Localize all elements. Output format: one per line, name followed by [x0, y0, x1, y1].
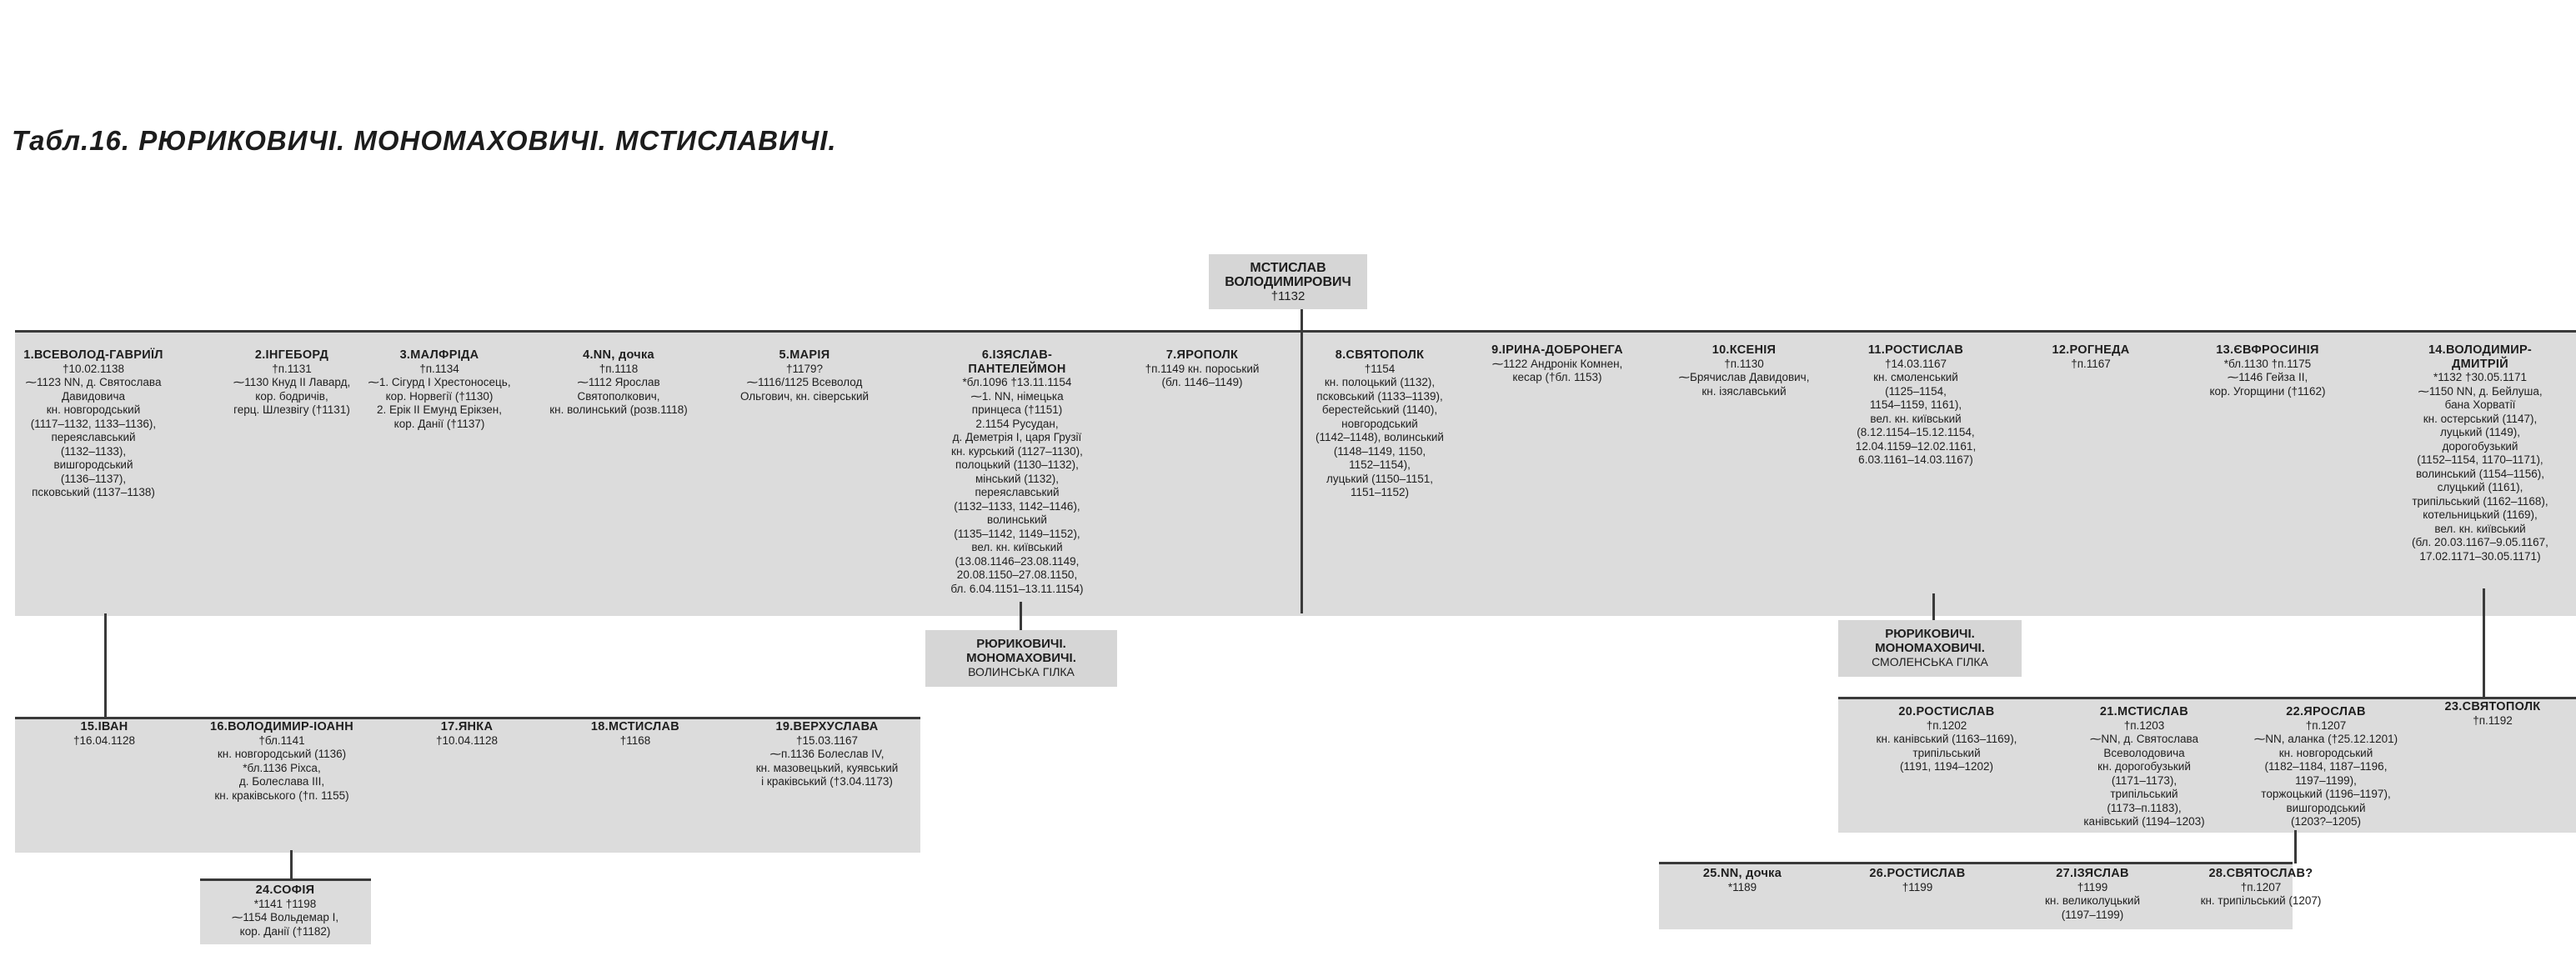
root-date: †1132: [1270, 289, 1306, 303]
person-detail: (1132–1133, 1142–1146),: [954, 499, 1080, 513]
person-entry: [1703, 867, 1782, 894]
person-detail: 6.03.1161–14.03.1167): [1858, 453, 1973, 466]
person-name: 22.ЯРОСЛАВ: [2286, 705, 2366, 718]
person-detail: кн. новгородський: [2278, 746, 2373, 759]
person-detail: вишгородський: [53, 458, 133, 471]
person-detail: кн. курський (1127–1130),: [951, 444, 1083, 458]
person-entry: [2201, 867, 2322, 908]
person-name: 5.МАРІЯ: [779, 348, 830, 362]
right-gen2-connector: [2483, 588, 2485, 698]
person-detail: 20.08.1150–27.08.1150,: [956, 568, 1078, 581]
left-gen2-connector: [104, 613, 107, 718]
person-detail: (1203?–1205): [2290, 815, 2362, 828]
person-detail: переяславський: [51, 431, 136, 443]
person-detail: кор. бодричів,: [255, 389, 328, 403]
person-entry: [73, 720, 135, 748]
person-detail: †1199: [2077, 880, 2108, 893]
person-detail: †п.1149 кн. пороський: [1145, 362, 1260, 375]
person-detail: *1189: [1727, 880, 1757, 893]
person-detail: ⁓1146 Гейза II,: [2227, 371, 2308, 383]
person-entry: [232, 883, 338, 938]
person-name: 28.СВЯТОСЛАВ?: [2208, 867, 2313, 880]
person-detail: Давидовича: [61, 389, 125, 403]
person-detail: вел. кн. київський: [2434, 522, 2526, 535]
person-entry: [591, 720, 679, 748]
person-detail: принцеса (†1151): [971, 403, 1063, 416]
person-detail: 1197–1199),: [2295, 773, 2357, 787]
person-detail: ⁓1150 NN, д. Бейлуша,: [2418, 384, 2543, 398]
person-detail: кн. канівський (1163–1169),: [1876, 733, 2017, 745]
person-entry: [1856, 343, 1976, 468]
root-person-box: [1209, 254, 1367, 309]
left-branch-sub: ВОЛИНСЬКА ГІЛКА: [968, 665, 1075, 678]
person-name: 11.РОСТИСЛАВ: [1867, 343, 1964, 357]
person-detail: *бл.1096 †13.11.1154: [962, 376, 1072, 388]
person-detail: переяславський: [975, 486, 1060, 498]
person-detail: ⁓NN, аланка (†25.12.1201): [2253, 733, 2398, 745]
person-entry: [2254, 705, 2398, 829]
person-detail: кор. Норвегії (†1130): [385, 389, 494, 403]
person-detail: (1191, 1194–1202): [1899, 760, 1994, 773]
person-detail: (1152–1154, 1170–1171),: [2417, 453, 2543, 466]
person-detail: кн. дорогобузький: [2097, 760, 2191, 773]
person-detail: 2. Ерік II Емунд Ерікзен,: [376, 403, 503, 416]
person-detail: трипільський (1162–1168),: [2412, 494, 2548, 508]
person-detail: †п.1202: [1926, 718, 1967, 732]
person-name: 3.МАЛФРІДА: [399, 348, 479, 362]
person-detail: волинський (1154–1156),: [2416, 467, 2544, 480]
person-detail: (1173–п.1183),: [2107, 801, 2182, 814]
person-detail: трипільський: [2110, 788, 2178, 800]
person-detail: †п.1167: [2071, 357, 2111, 370]
root-name-line-1: МСТИСЛАВ: [1250, 261, 1326, 275]
person-detail: †п.1131: [272, 362, 312, 375]
person-detail: †п.1118: [599, 362, 639, 375]
person-detail: берестейський (1140),: [1321, 403, 1438, 416]
person-entry: [1491, 343, 1623, 385]
person-detail: Всеволодовича: [2103, 746, 2185, 759]
person-detail: †10.04.1128: [435, 733, 499, 747]
person-detail: ⁓1. NN, німецька: [970, 389, 1064, 403]
person-name: 27.ІЗЯСЛАВ: [2056, 867, 2129, 880]
person-entry: [2209, 343, 2325, 398]
person-detail: ⁓п.1136 Болеслав IV,: [769, 748, 885, 760]
person-detail: †15.03.1167: [795, 733, 859, 747]
person-detail: котельницький (1169),: [2423, 508, 2538, 521]
person-detail: ⁓1123 NN, д. Святослава: [25, 376, 162, 388]
person-detail: †14.03.1167: [1884, 357, 1947, 370]
right-branch-line-2: МОНОМАХОВИЧІ.: [1875, 641, 1985, 655]
page-title: Табл.16. РЮРИКОВИЧІ. МОНОМАХОВИЧІ. МСТИСЛАВИЧІ.: [12, 125, 837, 156]
person-name: 23.СВЯТОПОЛК: [2444, 700, 2541, 713]
person-detail: вел. кн. київський: [971, 541, 1063, 553]
person-detail: †п.1207: [2240, 880, 2282, 893]
person-name: 10.КСЕНІЯ: [1711, 343, 1777, 357]
person-detail: 1152–1154),: [1349, 458, 1411, 471]
person-detail: трипільський: [1912, 746, 1981, 759]
person-entry: [2052, 343, 2129, 371]
person-detail: бл. 6.04.1151–13.11.1154): [950, 582, 1084, 595]
person-entry: [1679, 343, 1810, 398]
person-detail: ⁓1116/1125 Всеволод: [746, 376, 863, 388]
person-detail: кн. остерський (1147),: [2423, 412, 2538, 425]
person-entry: [436, 720, 498, 748]
person-detail: †бл.1141: [258, 733, 305, 747]
person-entry: [549, 348, 688, 418]
person-detail: герц. Шлезвігу (†1131): [233, 403, 350, 416]
right-branch-line-1: РЮРИКОВИЧІ.: [1885, 627, 1975, 641]
person-detail: вишгородський: [2286, 801, 2366, 814]
person-detail: ⁓Брячислав Давидович,: [1678, 371, 1810, 383]
person-detail: (13.08.1146–23.08.1149,: [955, 554, 1080, 568]
person-detail: (1148–1149, 1150,: [1333, 444, 1426, 458]
person-detail: новгородський: [1341, 417, 1418, 430]
person-detail: кн. ізяславський: [1701, 384, 1787, 398]
person-name: 21.МСТИСЛАВ: [2099, 705, 2189, 718]
person-detail: вел. кн. київський: [1870, 412, 1962, 425]
person-entry: [1316, 348, 1444, 500]
person-detail: слуцький (1161),: [2437, 481, 2523, 493]
person-detail: ⁓1. Сігурд І Хрестоносець,: [368, 376, 511, 388]
person-detail: (бл. 1146–1149): [1161, 376, 1243, 388]
person-detail: д. Болеслава III,: [238, 775, 325, 788]
gen3-left-connector: [290, 850, 293, 880]
person-detail: (1136–1137),: [60, 472, 127, 485]
right-branch-box: [1838, 620, 2022, 677]
person-detail: †16.04.1128: [73, 733, 136, 747]
person-name: 26.РОСТИСЛАВ: [1869, 867, 1966, 880]
person-detail: *1141 †1198: [253, 897, 317, 910]
left-branch-connector: [1020, 602, 1022, 632]
person-detail: бана Хорватії: [2444, 398, 2516, 411]
person-name: 16.ВОЛОДИМИР-ІОАНН: [210, 720, 353, 733]
person-detail: кн. новгородський: [46, 403, 141, 416]
left-branch-line-1: РЮРИКОВИЧІ.: [976, 637, 1066, 651]
person-name: 12.РОГНЕДА: [2052, 343, 2130, 357]
person-detail: *1132 †30.05.1171: [2433, 371, 2528, 383]
person-detail: кн. волинський (розв.1118): [549, 403, 688, 416]
person-detail: (1135–1142, 1149–1152),: [954, 527, 1080, 540]
person-detail: кор. Угорщини (†1162): [2209, 384, 2326, 398]
person-detail: ⁓1154 Вольдемар І,: [231, 911, 339, 923]
person-entry: [23, 348, 163, 500]
person-entry: [210, 720, 353, 803]
person-name: 18.МСТИСЛАВ: [590, 720, 680, 733]
person-detail: 12.04.1159–12.02.1161,: [1855, 439, 1977, 453]
person-name: 8.СВЯТОПОЛК: [1335, 348, 1425, 362]
person-detail: кн. великолуцький: [2044, 894, 2141, 907]
person-detail: кн. краківського (†п. 1155): [214, 788, 349, 802]
person-detail: (8.12.1154–15.12.1154,: [1857, 426, 1975, 438]
person-detail: †п.1207: [2305, 718, 2347, 732]
person-detail: †1154: [1364, 362, 1396, 375]
person-entry: [2083, 705, 2204, 829]
person-detail: 1151–1152): [1350, 486, 1410, 498]
right-branch-sub: СМОЛЕНСЬКА ГІЛКА: [1872, 655, 1988, 668]
person-detail: торжоцький (1196–1197),: [2261, 788, 2391, 800]
person-name: 20.РОСТИСЛАВ: [1898, 705, 1995, 718]
person-detail: луцький (1149),: [2440, 426, 2520, 438]
person-name: 24.СОФІЯ: [255, 883, 315, 897]
person-detail: кн. смоленський: [1873, 371, 1958, 383]
person-name: 15.ІВАН: [80, 720, 128, 733]
person-name: 13.ЄВФРОСИНІЯ: [2216, 343, 2319, 357]
person-detail: полоцький (1130–1132),: [955, 458, 1079, 471]
person-detail: Ольгович, кн. сіверський: [739, 389, 870, 403]
person-entry: [950, 348, 1083, 596]
person-name: 19.ВЕРХУСЛАВА: [775, 720, 879, 733]
person-entry: [2412, 343, 2548, 563]
person-detail: (1197–1199): [2061, 908, 2124, 921]
person-detail: †10.02.1138: [62, 362, 125, 375]
person-entry: [368, 348, 510, 431]
person-detail: *бл.1130 †п.1175: [2223, 357, 2312, 370]
right-branch-connector: [1932, 593, 1935, 622]
person-detail: кесар (†бл. 1153): [1512, 371, 1602, 383]
person-detail: (1132–1133),: [60, 444, 127, 458]
generation-1-divider: [1301, 330, 1303, 613]
person-detail: 2.1154 Русудан,: [975, 417, 1059, 430]
person-detail: †п.1203: [2123, 718, 2165, 732]
person-name: 6.ІЗЯСЛАВ-: [981, 348, 1053, 362]
person-entry: [1877, 705, 2017, 774]
person-detail: псковський (1137–1138): [32, 486, 155, 498]
person-entry: [740, 348, 869, 403]
person-detail: (1125–1154,: [1885, 384, 1947, 398]
person-detail: і краківський (†3.04.1173): [761, 775, 893, 788]
person-detail: псковський (1133–1139),: [1316, 389, 1443, 403]
person-name: ДМИТРІЙ: [2452, 357, 2508, 371]
person-detail: ⁓1122 Андронік Комнен,: [1491, 357, 1623, 370]
person-detail: кор. Данії (†1137): [393, 417, 485, 430]
person-detail: канівський (1194–1203): [2083, 815, 2205, 828]
person-detail: ⁓1130 Кнуд II Лавард,: [233, 376, 351, 388]
person-detail: †п.1134: [419, 362, 459, 375]
person-entry: [1869, 867, 1965, 894]
person-detail: Святополкович,: [577, 389, 660, 403]
person-name: 4.NN, дочка: [583, 348, 654, 362]
person-entry: [2045, 867, 2140, 922]
person-detail: 17.02.1171–30.05.1171): [2419, 549, 2541, 563]
person-name: 17.ЯНКА: [440, 720, 494, 733]
person-entry: [1145, 348, 1260, 390]
person-detail: *бл.1136 Ріхса,: [243, 761, 321, 774]
person-detail: волинський: [987, 513, 1047, 526]
person-detail: мінський (1132),: [975, 472, 1060, 485]
person-detail: кор. Данії (†1182): [239, 924, 331, 938]
person-detail: ⁓NN, д. Святослава: [2089, 733, 2199, 745]
person-detail: кн. новгородський (1136): [217, 748, 347, 760]
person-detail: луцький (1150–1151,: [1326, 472, 1433, 485]
gen3-right-connector: [2294, 830, 2297, 863]
person-name: 9.ІРИНА-ДОБРОНЕГА: [1491, 343, 1623, 357]
person-detail: (1182–1184, 1187–1196,: [2264, 760, 2388, 773]
person-name: ПАНТЕЛЕЙМОН: [968, 362, 1066, 376]
person-entry: [233, 348, 351, 418]
person-detail: кн. полоцький (1132),: [1324, 376, 1436, 388]
person-detail: †1199: [1902, 880, 1933, 893]
person-detail: кн. трипільський (1207): [2200, 894, 2322, 907]
person-detail: ⁓1112 Ярослав: [577, 376, 660, 388]
person-name: 1.ВСЕВОЛОД-ГАВРИЇЛ: [23, 348, 163, 362]
person-detail: †п.1130: [1724, 357, 1764, 370]
person-entry: [756, 720, 899, 789]
person-detail: (бл. 20.03.1167–9.05.1167,: [2412, 536, 2548, 548]
person-detail: дорогобузький: [2442, 439, 2518, 453]
person-detail: †п.1192: [2473, 713, 2513, 727]
person-entry: [2445, 700, 2541, 728]
person-detail: (1171–1173),: [2111, 773, 2178, 787]
person-name: 7.ЯРОПОЛК: [1165, 348, 1239, 362]
left-branch-box: [925, 630, 1117, 687]
person-detail: (1142–1148), волинський: [1316, 431, 1444, 443]
person-detail: д. Деметрія І, царя Грузії: [952, 431, 1082, 443]
person-detail: (1117–1132, 1133–1136),: [30, 417, 157, 430]
person-name: 2.ІНГЕБОРД: [254, 348, 329, 362]
left-branch-line-2: МОНОМАХОВИЧІ.: [966, 651, 1076, 665]
person-name: 14.ВОЛОДИМИР-: [2428, 343, 2533, 357]
person-detail: †1179?: [785, 362, 824, 375]
person-detail: кн. мазовецький, куявський: [755, 761, 899, 774]
person-detail: 1154–1159, 1161),: [1869, 398, 1962, 411]
root-name-line-2: ВОЛОДИМИРОВИЧ: [1225, 275, 1351, 289]
person-name: 25.NN, дочка: [1702, 867, 1782, 880]
person-detail: †1168: [619, 733, 651, 747]
